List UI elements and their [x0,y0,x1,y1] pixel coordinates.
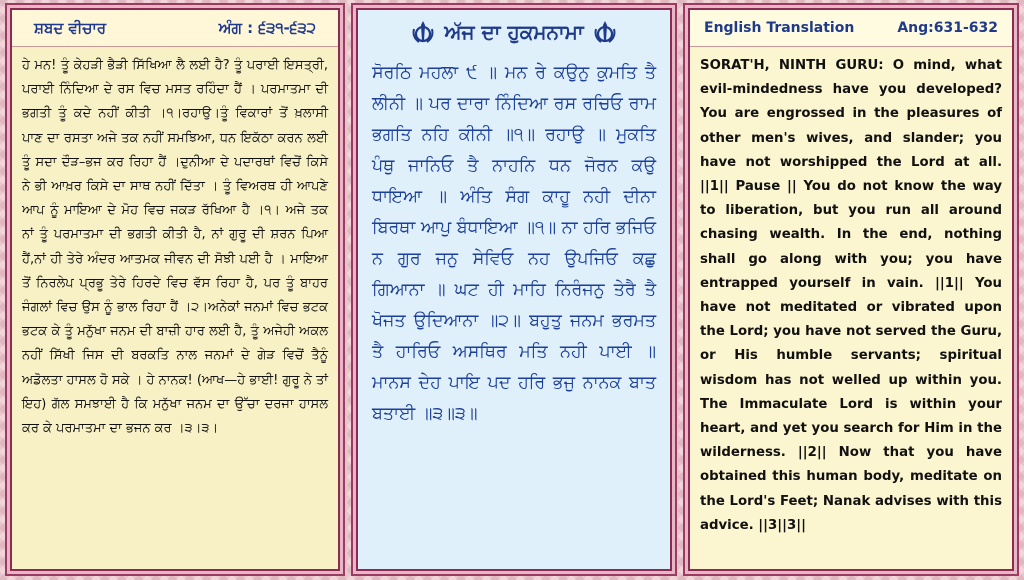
punjabi-explanation-text: ਹੇ ਮਨ! ਤੂੰ ਕੇਹੜੀ ਭੈੜੀ ਸਿੱਖਿਆ ਲੈ ਲਈ ਹੈ? ਤੂੰ ਪਰਾਈ ਇਸਤ੍ਰੀ, ਪਰਾਈ ਨਿੰਦਿਆ ਦੇ ਰਸ ਵਿਚ ਮਸਤ ਰਹਿੰਦਾ ਹੈਂ । ਪਰਮਾਤਮਾ ਦੀ ਭਗਤੀ ਤੂੰ ਕਦੇ ਨਹੀਂ ਕੀਤੀ ।੧।ਰਹਾਉ।ਤੂੰ ਵਿਕਾਰਾਂ ਤੋਂ ਖ਼ਲਾਸੀ ਪਾਣ ਦਾ ਰਸਤਾ ਅਜੇ ਤਕ ਨਹੀਂ ਸਮਝਿਆ, ਧਨ ਇਕੱਠਾ ਕਰਨ ਲਈ ਤੂੰ ਸਦਾ ਦੌੜ–ਭਜ ਕਰ ਰਿਹਾ ਹੈਂ ।ਦੁਨੀਆ ਦੇ ਪਦਾਰਥਾਂ ਵਿਚੋਂ ਕਿਸੇ ਨੇ ਭੀ ਆਖ਼ਰ ਕਿਸੇ ਦਾ ਸਾਥ ਨਹੀਂ ਦਿੱਤਾ । ਤੂੰ ਵਿਅਰਥ ਹੀ ਆਪਣੇ ਆਪ ਨੂੰ ਮਾਇਆ ਦੇ ਮੋਹ ਵਿਚ ਜਕੜ ਰੱਖਿਆ ਹੈ ।੧। ਅਜੇ ਤਕ ਨਾਂ ਤੂੰ ਪਰਮਾਤਮਾ ਦੀ ਭਗਤੀ ਕੀਤੀ ਹੈ, ਨਾਂ ਗੁਰੂ ਦੀ ਸ਼ਰਨ ਪਿਆ ਹੈਂ,ਨਾਂ ਹੀ ਤੇਰੇ ਅੰਦਰ ਆਤਮਕ ਜੀਵਨ ਦੀ ਸੋਝੀ ਪਈ ਹੈ । ਮਾਇਆ ਤੋਂ ਨਿਰਲੇਪ ਪ੍ਰਭੂ ਤੇਰੇ ਹਿਰਦੇ ਵਿਚ ਵੱਸ ਰਿਹਾ ਹੈ, ਪਰ ਤੂੰ ਬਾਹਰ ਜੰਗਲਾਂ ਵਿਚ ਉਸ ਨੂੰ ਭਾਲ ਰਿਹਾ ਹੈਂ ।੨।ਅਨੇਕਾਂ ਜਨਮਾਂ ਵਿਚ ਭਟਕ ਭਟਕ ਕੇ ਤੂੰ ਮਨੁੱਖਾ ਜਨਮ ਦੀ ਬਾਜ਼ੀ ਹਾਰ ਲਈ ਹੈ, ਤੂੰ ਅਜੇਹੀ ਅਕਲ ਨਹੀਂ ਸਿੱਖੀ ਜਿਸ ਦੀ ਬਰਕਤਿ ਨਾਲ ਜਨਮਾਂ ਦੇ ਗੇੜ ਵਿਚੋਂ ਤੈਨੂੰ ਅਡੋਲਤਾ ਹਾਸਲ ਹੋ ਸਕੇ । ਹੇ ਨਾਨਕ! (ਆਖ—ਹੇ ਭਾਈ! ਗੁਰੂ ਨੇ ਤਾਂ ਇਹ) ਗੱਲ ਸਮਝਾਈ ਹੈ ਕਿ ਮਨੁੱਖਾ ਜਨਮ ਦਾ ਉੱਚਾ ਦਰਜਾ ਹਾਸਲ ਕਰ ਕੇ ਪਰਮਾਤਮਾ ਦਾ ਭਜਨ ਕਰ ।੩।੩। [22,58,328,437]
khanda-icon [592,19,618,45]
left-ang: ਅੰਗ : ੬੩੧-੬੩੨ [218,19,316,37]
left-header [12,10,338,47]
hukamnama-title: ਅੱਜ ਦਾ ਹੁਕਮਨਾਮਾ [444,20,584,44]
right-header [690,10,1012,47]
left-title: ਸ਼ਬਦ ਵੀਚਾਰ [34,19,107,37]
mid-header [358,10,670,54]
khanda-icon [410,19,436,45]
hukamnama-gurbani-text: ਸੋਰਠਿ ਮਹਲਾ ੯ ॥ ਮਨ ਰੇ ਕਉਨੁ ਕੁਮਤਿ ਤੈ ਲੀਨੀ ॥ ਪਰ ਦਾਰਾ ਨਿੰਦਿਆ ਰਸ ਰਚਿਓ ਰਾਮ ਭਗਤਿ ਨਹਿ ਕੀਨੀ ॥੧॥ ਰਹਾਉ ॥ ਮੁਕਤਿ ਪੰਥੁ ਜਾਨਿਓ ਤੈ ਨਾਹਨਿ ਧਨ ਜੋਰਨ ਕਉ ਧਾਇਆ ॥ ਅੰਤਿ ਸੰਗ ਕਾਹੂ ਨਹੀ ਦੀਨਾ ਬਿਰਥਾ ਆਪੁ ਬੰਧਾਇਆ ॥੧॥ ਨਾ ਹਰਿ ਭਜਿਓ ਨ ਗੁਰ ਜਨੁ ਸੇਵਿਓ ਨਹ ਉਪਜਿਓ ਕਛੁ ਗਿਆਨਾ ॥ ਘਟ ਹੀ ਮਾਹਿ ਨਿਰੰਜਨੁ ਤੇਰੈ ਤੈ ਖੋਜਤ ਉਦਿਆਨਾ ॥੨॥ ਬਹੁਤੁ ਜਨਮ ਭਰਮਤ ਤੈ ਹਾਰਿਓ ਅਸਥਿਰ ਮਤਿ ਨਹੀ ਪਾਈ ॥ ਮਾਨਸ ਦੇਹ ਪਾਇ ਪਦ ਹਰਿ ਭਜੁ ਨਾਨਕ ਬਾਤ ਬਤਾਈ ॥੩॥੩॥ [372,63,656,424]
english-translation-panel [688,8,1014,571]
punjabi-explanation-panel [10,8,340,571]
right-title: English Translation [704,20,855,36]
hukamnama-panel [356,8,672,571]
english-translation-text: SORAT'H, NINTH GURU: O mind, what evil-mindedness have you developed? You are engrossed in the pleasures of other men's wives, and slander; you have not worshipped the Lord at all. ||1|| Pause || You do not know the way to liberation, but you run all around chasing wealth. In the end, nothing shall go along with you; you have entrapped yourself in vain. ||1|| You have not meditated or vibrated upon the Lord; you have not served the Guru, or His humble servants; spiritual wisdom has not welled up within you. The Immaculate Lord is within your heart, and yet you search for Him in the wilderness. ||2|| Now that you have obtained this human body, meditate on the Lord's Feet; Nanak advises with this advice. ||3||3|| [700,58,1002,533]
right-ang: Ang:631-632 [897,20,998,36]
